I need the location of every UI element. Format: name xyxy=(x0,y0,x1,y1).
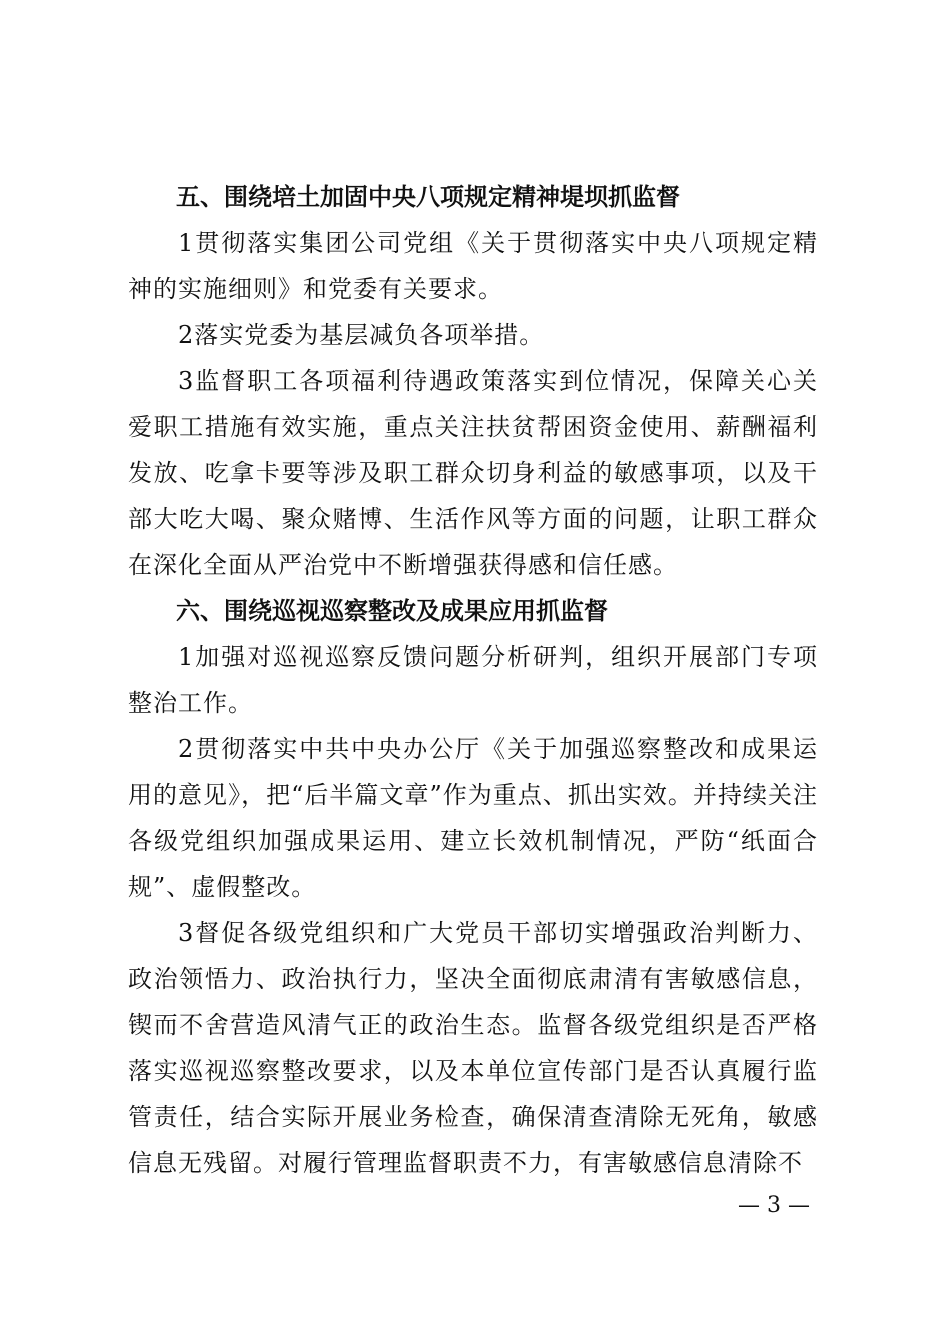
paragraph-5-1: 1贯彻落实集团公司党组《关于贯彻落实中央八项规定精神的实施细则》和党委有关要求。 xyxy=(128,229,818,303)
paragraph-6-1: 1加强对巡视巡察反馈问题分析研判，组织开展部门专项整治工作。 xyxy=(128,643,818,717)
paragraph-6-3: 3督促各级党组织和广大党员干部切实增强政治判断力、政治领悟力、政治执行力，坚决全面彻底肃清有害敏感信息，锲而不舍营造风清气正的政治生态。监督各级党组织是否严格落实巡视巡察整改要求，以及本单位宣传部门是否认真履行监管责任，结合实际开展业务检查，确保清查清除无死角，敏感信息无残留。对履行管理监督职责不力，有害敏感信息清除不 xyxy=(128,919,818,1177)
section-heading-5: 五、围绕培土加固中央八项规定精神堤坝抓监督 xyxy=(176,183,680,211)
paragraph-6-2: 2贯彻落实中共中央办公厅《关于加强巡察整改和成果运用的意见》，把“后半篇文章”作为重点、抓出实效。并持续关注各级党组织加强成果运用、建立长效机制情况，严防“纸面合规”、虚假整改。 xyxy=(128,735,818,901)
section-heading-6: 六、围绕巡视巡察整改及成果应用抓监督 xyxy=(176,597,608,625)
paragraph-5-3: 3监督职工各项福利待遇政策落实到位情况，保障关心关爱职工措施有效实施，重点关注扶贫帮困资金使用、薪酬福利发放、吃拿卡要等涉及职工群众切身利益的敏感事项，以及干部大吃大喝、聚众赌博、生活作风等方面的问题，让职工群众在深化全面从严治党中不断增强获得感和信任感。 xyxy=(128,367,818,579)
paragraph-5-2: 2落实党委为基层减负各项举措。 xyxy=(178,321,545,349)
page-number: — 3 — xyxy=(738,1193,810,1218)
document-body xyxy=(128,174,818,1186)
